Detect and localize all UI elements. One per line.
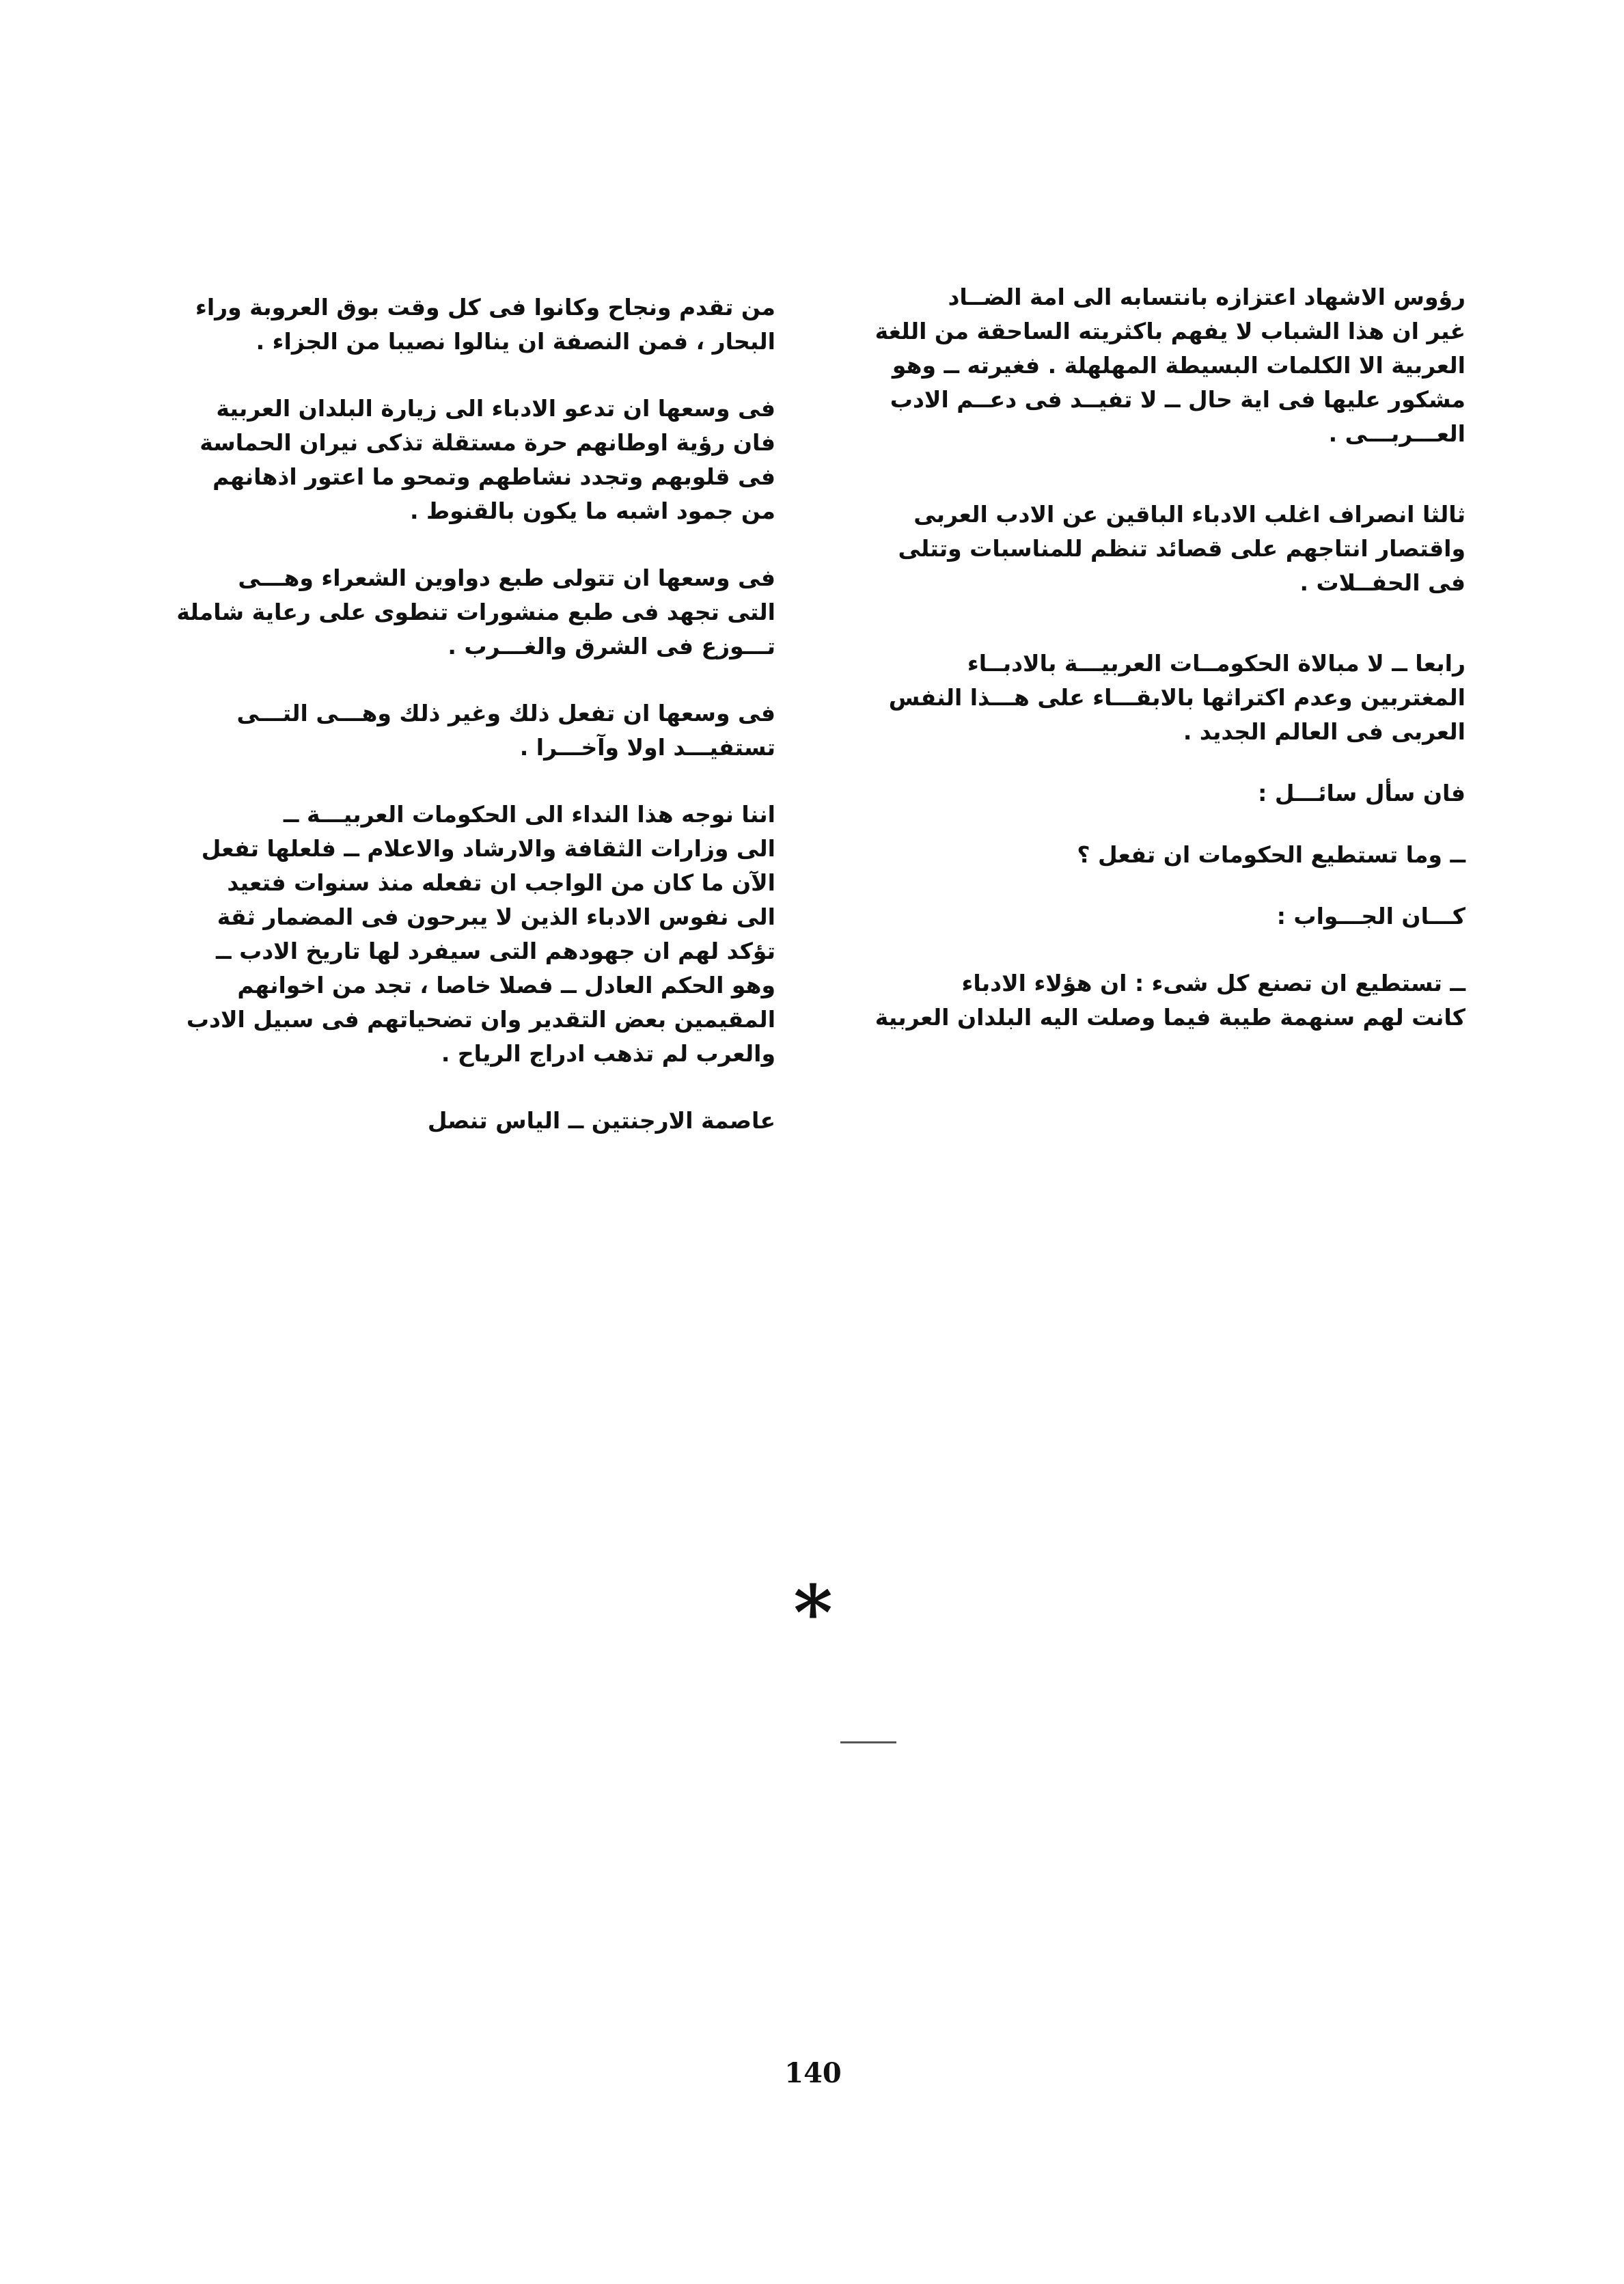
paragraph-answer: ــ تستطيع ان تصنع كل شىء : ان هؤلاء الادباء كانت لهم سنهمة طيبة فيما وصلت اليه البلدان العربية [875, 970, 1465, 1031]
asterisk-ornament: * [793, 1568, 833, 1657]
paragraph-gap [150, 1071, 775, 1104]
paragraph-print-poetry: فى وسعها ان تتولى طبع دواوين الشعراء وهـــى التى تجهد فى طبع منشورات تنطوى على رعاية شاملة تـــوزع فى الشرق والغـــرب . [176, 565, 775, 660]
paragraph-gap [837, 934, 1465, 966]
right-text-column [837, 280, 1465, 1035]
paragraph-gap [150, 528, 775, 561]
paragraph-appeal: اننا نوجه هذا النداء الى الحكومات العربيـــة ــ الى وزارات الثقافة والارشاد والاعلام ــ فلعلها تفعل الآن ما كان من الواجب ان تفعله منذ سنوات فتعيد الى نفوس الادباء الذين لا يبرحون فى المضمار ثقة تؤكد لهم ان جهودهم التى سيفرد لها تاريخ الادب ــ وهو الحكم العادل ــ فصلا خاصا ، تجد من اخوانهم المقيمين بعض التقدير وان تضحياتهم فى سبيل الادب والعرب لم تذهب ادراج الرياح . [186, 801, 775, 1067]
paragraph-invite-writers: فى وسعها ان تدعو الادباء الى زيارة البلدان العربية فان رؤية اوطانهم حرة مستقلة تذكى نيران الحماسة فى قلوبهم وتجدد نشاطهم وتمحو ما اعتور اذهانهم من جمود اشبه ما يكون بالقنوط . [199, 395, 775, 524]
paragraph-gap [150, 765, 775, 798]
paragraph-gap [837, 451, 1465, 498]
paragraph-gap [150, 359, 775, 392]
page-number: 140 [784, 2057, 842, 2089]
paragraph-gap [837, 811, 1465, 838]
short-divider [840, 1741, 896, 1743]
question-intro: فان سأل سائـــل : [1258, 780, 1465, 806]
paragraph-dad-nation: رؤوس الاشهاد اعتزازه بانتسابه الى امة الضــاد غير ان هذا الشباب لا يفهم باكثريته الساحقة من اللغة العربية الا الكلمات البسيطة المهلهلة . فغيرته ــ وهو مشكور عليها فى اية حال ــ لا تفيــد فى دعــم الادب العـــربـــى . [875, 284, 1465, 447]
paragraph-benefit: فى وسعها ان تفعل ذلك وغير ذلك وهـــى التـــى تستفيـــد اولا وآخـــرا . [236, 700, 775, 761]
paragraph-third-reason: ثالثا انصراف اغلب الادباء الباقين عن الادب العربى واقتصار انتاجهم على قصائد تنظم للمناسبات وتتلى فى الحفــلات . [898, 501, 1465, 596]
paragraph-fourth-reason: رابعا ــ لا مبالاة الحكومــات العربيـــة بالادبــاء المغتربين وعدم اكتراثها بالابقـــاء على هـــذا النفس العربى فى العالم الجديد . [888, 650, 1465, 745]
question-text: ــ وما تستطيع الحكومات ان تفعل ؟ [1077, 841, 1465, 868]
paragraph-gap [837, 749, 1465, 776]
paragraph-gap [837, 600, 1465, 647]
answer-intro: كـــان الجـــواب : [1276, 903, 1465, 929]
paragraph-gap [150, 664, 775, 696]
paragraph-gap [837, 872, 1465, 899]
paragraph-continuation: من تقدم ونجاح وكانوا فى كل وقت بوق العروبة وراء البحار ، فمن النصفة ان ينالوا نصيبا من الجزاء . [195, 294, 775, 355]
left-text-column [150, 290, 775, 1138]
signature-line: عاصمة الارجنتين ــ الياس تنصل [427, 1107, 775, 1134]
